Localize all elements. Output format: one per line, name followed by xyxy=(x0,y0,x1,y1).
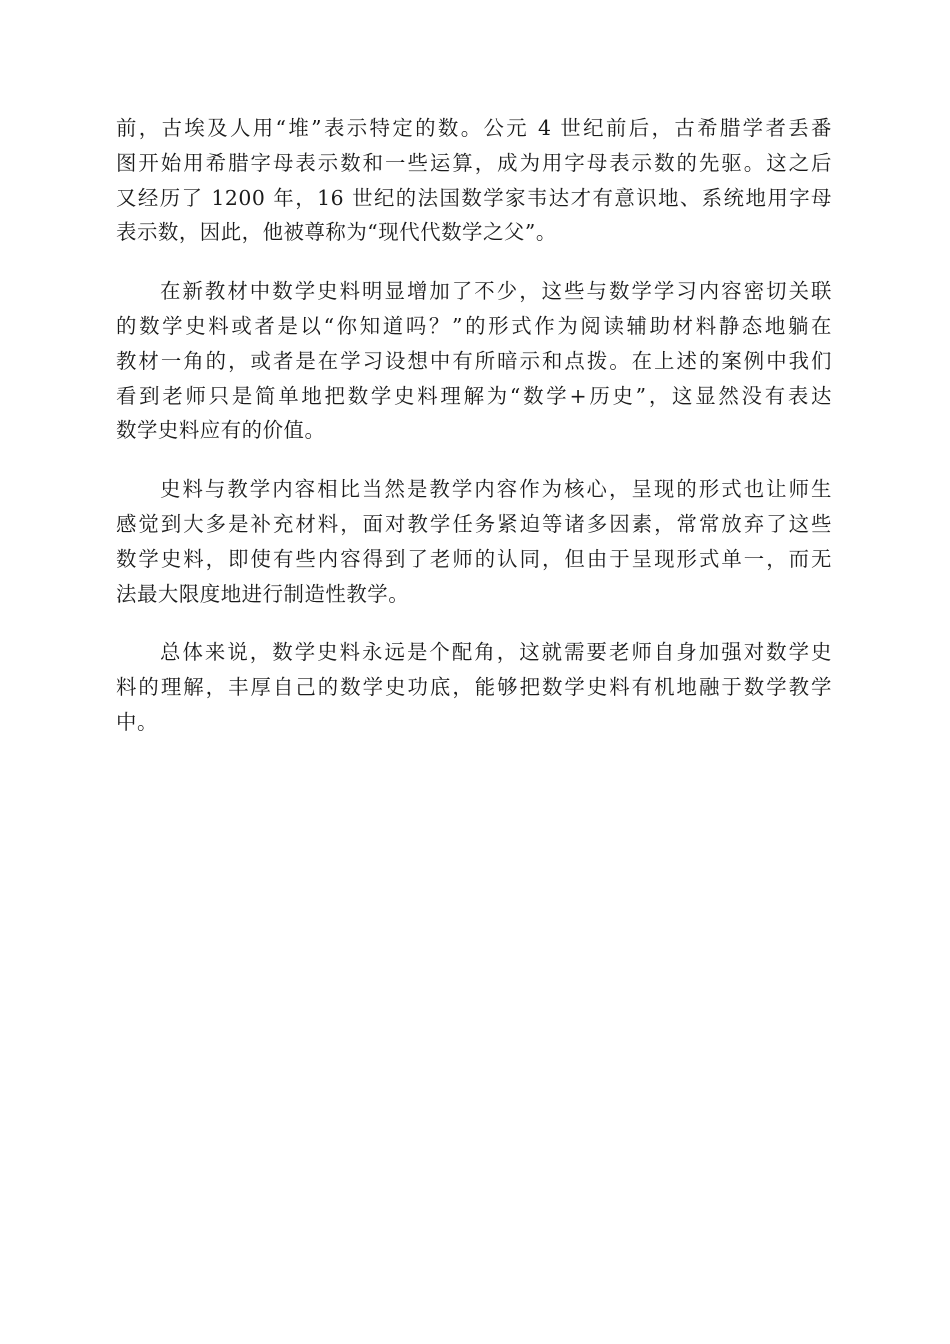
text-line: 数学史料，即使有些内容得到了老师的认同，但由于呈现形式单一，而无 xyxy=(116,546,832,571)
text-line: 在新教材中数学史料明显增加了不少，这些与数学学习内容密切关联 xyxy=(160,279,832,304)
text-line: 又经历了 1200 年，16 世纪的法国数学家韦达才有意识地、系统地用字母 xyxy=(116,185,832,210)
paragraph xyxy=(116,111,832,250)
text-line: 总体来说，数学史料永远是个配角，这就需要老师自身加强对数学史 xyxy=(160,640,832,665)
text-line: 前，古埃及人用“堆”表示特定的数。公元 4 世纪前后，古希腊学者丢番 xyxy=(116,116,832,140)
text-line: 图开始用希腊字母表示数和一些运算，成为用字母表示数的先驱。这之后 xyxy=(116,150,832,175)
paragraph xyxy=(116,472,832,611)
text-line: 数学史料应有的价值。 xyxy=(116,418,326,443)
document-body xyxy=(116,111,832,740)
text-line: 看到老师只是简单地把数学史料理解为“数学+历史”，这显然没有表达 xyxy=(116,383,832,408)
paragraph xyxy=(116,635,832,739)
text-line: 感觉到大多是补充材料，面对教学任务紧迫等诸多因素，常常放弃了这些 xyxy=(116,511,832,536)
text-line: 教材一角的，或者是在学习设想中有所暗示和点拨。在上述的案例中我们 xyxy=(116,348,832,373)
text-line: 史料与教学内容相比当然是教学内容作为核心，呈现的形式也让师生 xyxy=(160,477,832,502)
text-line: 法最大限度地进行制造性教学。 xyxy=(116,581,410,606)
text-line: 中。 xyxy=(116,709,158,734)
text-line: 的数学史料或者是以“你知道吗？”的形式作为阅读辅助材料静态地躺在 xyxy=(116,313,832,338)
text-line: 料的理解，丰厚自己的数学史功底，能够把数学史料有机地融于数学教学 xyxy=(116,675,832,700)
text-line: 表示数，因此，他被尊称为“现代代数学之父”。 xyxy=(116,220,557,245)
paragraph xyxy=(116,274,832,448)
